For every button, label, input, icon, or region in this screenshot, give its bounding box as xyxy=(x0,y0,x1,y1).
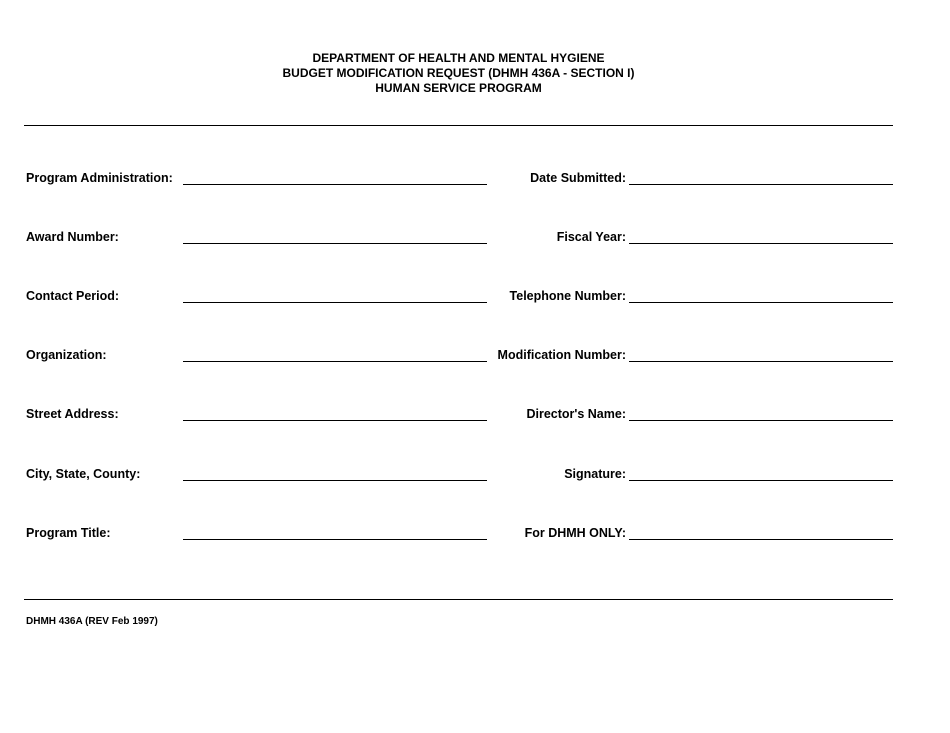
directors-name-label: Director's Name: xyxy=(526,407,626,421)
street-address-label: Street Address: xyxy=(26,407,119,421)
contact-period-label: Contact Period: xyxy=(26,289,120,303)
modification-number-field[interactable] xyxy=(629,347,893,362)
modification-number-label: Modification Number: xyxy=(497,348,626,362)
program-title-field[interactable] xyxy=(183,525,487,540)
city-state-county-field[interactable] xyxy=(183,466,487,481)
top-divider xyxy=(24,125,893,126)
telephone-number-label: Telephone Number: xyxy=(509,289,626,303)
dhmh-only-field[interactable] xyxy=(629,525,893,540)
program-title-heading: HUMAN SERVICE PROGRAM xyxy=(375,81,542,95)
department-title: DEPARTMENT OF HEALTH AND MENTAL HYGIENE xyxy=(312,51,605,65)
program-administration-field[interactable] xyxy=(183,170,487,185)
city-state-county-label: City, State, County: xyxy=(26,467,141,481)
street-address-field[interactable] xyxy=(183,406,487,421)
date-submitted-field[interactable] xyxy=(629,170,893,185)
fiscal-year-field[interactable] xyxy=(629,229,893,244)
award-number-field[interactable] xyxy=(183,229,487,244)
contact-period-field[interactable] xyxy=(183,288,487,303)
form-revision-id: DHMH 436A (REV Feb 1997) xyxy=(26,616,158,627)
organization-label: Organization: xyxy=(26,348,107,362)
signature-label: Signature: xyxy=(564,467,626,481)
program-administration-label: Program Administration: xyxy=(26,171,173,185)
award-number-label: Award Number: xyxy=(26,230,119,244)
organization-field[interactable] xyxy=(183,347,487,362)
form-header xyxy=(0,51,917,96)
form-title: BUDGET MODIFICATION REQUEST (DHMH 436A - SECTION I) xyxy=(282,66,635,80)
signature-field[interactable] xyxy=(629,466,893,481)
fiscal-year-label: Fiscal Year: xyxy=(556,230,626,244)
directors-name-field[interactable] xyxy=(629,406,893,421)
dhmh-only-label: For DHMH ONLY: xyxy=(524,526,626,540)
bottom-divider xyxy=(24,599,893,600)
telephone-number-field[interactable] xyxy=(629,288,893,303)
date-submitted-label: Date Submitted: xyxy=(530,171,626,185)
program-title-label: Program Title: xyxy=(26,526,111,540)
